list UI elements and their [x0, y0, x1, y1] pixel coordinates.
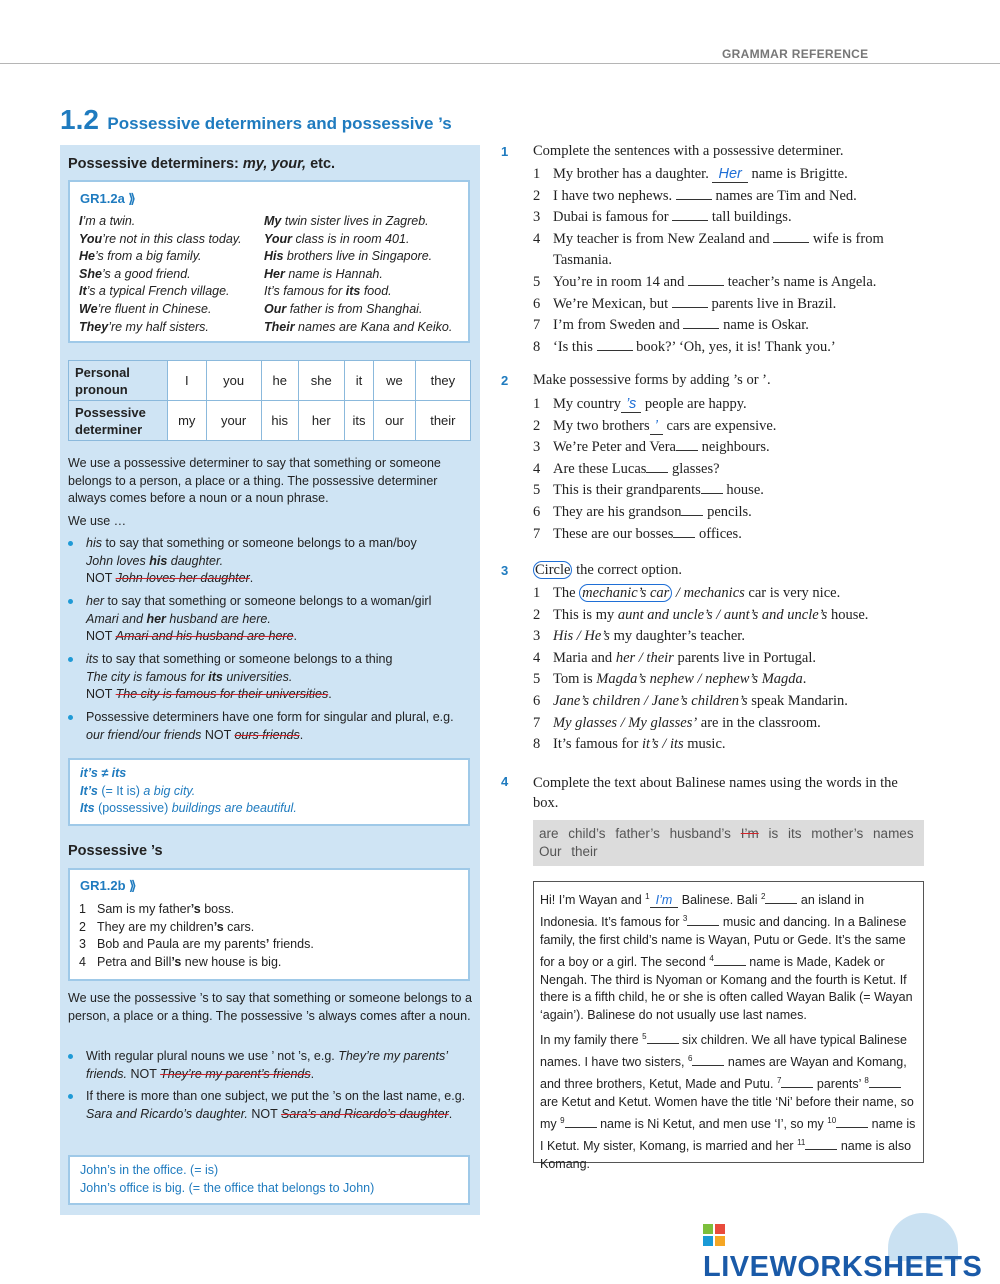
table-cell: her [298, 401, 344, 441]
item-text: This is their grandparents [553, 482, 701, 499]
item-text: wife is from Tasmania. [553, 230, 884, 269]
option-choice[interactable]: His / He’s [553, 628, 610, 645]
bullet-singular-plural: Possessive determiners have one form for singular and plural, e.g. our friend/our friends NOT ours friends. [68, 709, 473, 744]
johns-note [68, 1155, 470, 1205]
word-box-item: names [873, 826, 914, 841]
word-box-item: father’s [615, 826, 660, 841]
option-choice[interactable]: it’s / its [642, 736, 684, 753]
item-text: names are Tim and Ned. [711, 187, 857, 204]
item-number: 1 [79, 902, 86, 916]
answer-blank[interactable] [673, 525, 695, 538]
bullet-dot [68, 541, 73, 546]
table-header-personal-pronoun: Personal pronoun [69, 361, 168, 401]
example-line [79, 248, 242, 266]
note-line: It’s (= It is) a big city. [80, 783, 196, 798]
example-line [264, 319, 452, 337]
text-run: names are Wayan and Komang, and three brothers, Ketut, Made and Putu. [540, 1055, 907, 1092]
subject-pronoun: She [79, 266, 102, 281]
item-number: 7 [533, 317, 541, 334]
exercise-1-instruction: Complete the sentences with a possessive determiner. [533, 143, 844, 159]
we-use-label: We use … [68, 514, 127, 528]
item-text: You’re in room 14 and [553, 273, 689, 290]
text-run: Balinese. Bali [678, 893, 761, 908]
item-text: Dubai is famous for [553, 209, 673, 226]
bullet-his: his to say that something or someone belongs to a man/boy John loves his daughter. NOT John loves her daughter. [68, 535, 473, 588]
subject-pronoun: They [79, 319, 109, 334]
circled-answer: mechanic’s car [579, 584, 672, 602]
exercise-2-items [533, 394, 933, 545]
item-text: name is Brigitte. [747, 166, 848, 182]
item-text: It’s famous for [553, 736, 642, 753]
example-text: name is Hannah. [284, 266, 383, 281]
item-text: Tom is [553, 671, 597, 688]
exercise-item [533, 294, 933, 316]
item-number: 2 [533, 417, 541, 434]
example-text: ’re not in this class today. [102, 231, 242, 246]
option-choice[interactable]: My glasses / My glasses’ [553, 714, 698, 731]
bullet-dot [68, 1054, 73, 1059]
gap-number: 1 [645, 892, 650, 901]
example-text: class is in room 401. [292, 231, 410, 246]
item-text: house. [827, 606, 869, 623]
list-item [79, 919, 314, 937]
example-text: ’m a twin. [82, 214, 136, 228]
item-number: 3 [533, 439, 541, 456]
item-text: neighbours. [697, 439, 770, 456]
gap-number: 10 [827, 1115, 837, 1125]
example-line [264, 248, 452, 266]
bullet-regular-plural: With regular plural nouns we use ’ not ’s, e.g. They’re my parents’ friends. NOT They’re my parent’s friends. [68, 1048, 473, 1083]
possessive-word: His [264, 249, 284, 264]
option-choice[interactable]: Jane’s children / Jane’s children’s [553, 692, 748, 709]
item-text: boss. [200, 902, 235, 916]
item-text: teacher’s name is Angela. [724, 273, 877, 290]
example-line [79, 266, 242, 284]
exercise-item [533, 437, 933, 459]
text-run: music and dancing. In a Balinese family, the first child’s name is Wayan, Putu or Gede. It’s the same for a boy or a girl. The second [540, 915, 907, 969]
exercise-item [533, 416, 933, 438]
possessive-word: its [345, 284, 361, 299]
liveworksheets-logo: LIVEWORKSHEETS [703, 1218, 1000, 1284]
word-box-item: is [768, 826, 779, 841]
table-cell: your [206, 401, 261, 441]
item-text: parents live in Portugal. [673, 649, 816, 666]
example-text: ’s from a big family. [94, 249, 202, 264]
item-text: name is Oskar. [719, 317, 809, 334]
exercise-3-number: 3 [501, 563, 509, 578]
word-box-item: husband’s [669, 826, 731, 841]
text-paragraph [540, 888, 917, 1025]
note-title: it’s ≠ its [80, 766, 127, 780]
item-number: 8 [533, 338, 541, 355]
example-text: ’re my half sisters. [108, 319, 209, 334]
table-cell: she [298, 361, 344, 401]
table-cell: its [344, 401, 373, 441]
exercise-item [533, 272, 933, 294]
example-line [264, 266, 452, 284]
example-line [264, 213, 452, 231]
gap-blank[interactable] [765, 891, 797, 904]
gap-blank[interactable] [565, 1115, 597, 1128]
its-vs-its-note [68, 758, 470, 826]
item-text: Bob and Paula are my parents [97, 937, 266, 952]
exercise-item [533, 734, 933, 756]
example-line [79, 283, 242, 301]
item-text: offices. [695, 525, 742, 542]
table-header-possessive-determiner: Possessive determiner [69, 401, 168, 441]
item-text: tall buildings. [708, 209, 792, 226]
item-text: cars. [223, 919, 255, 934]
subject-pronoun: We [79, 301, 98, 316]
audio-tag-gr12a[interactable]: GR1.2a ⟫ [80, 191, 136, 206]
possessive-word: Our [264, 301, 287, 316]
note-line: Its (possessive) buildings are beautiful. [80, 801, 297, 816]
exercise-2-instruction: Make possessive forms by adding ’s or ’. [533, 372, 771, 388]
answer-field[interactable]: Her [712, 166, 747, 183]
item-number: 2 [533, 606, 541, 623]
example-line [79, 319, 242, 337]
header-rule [0, 63, 1000, 64]
item-text: My country [553, 396, 622, 412]
example-text: brothers live in Singapore. [283, 249, 433, 264]
subheading-possessive-s: Possessive ’s [68, 843, 163, 859]
item-text: This is my [553, 606, 618, 623]
gap-number: 3 [682, 913, 688, 923]
option-alt: / mechanics [672, 585, 745, 601]
text-run: six children. We all have typical Balinese names. I have two sisters, [540, 1033, 907, 1070]
answer-blank[interactable] [773, 230, 809, 243]
subject-pronoun: You [79, 231, 103, 246]
example-line [79, 301, 242, 319]
gap-blank[interactable] [805, 1137, 837, 1150]
word-box-item: are [539, 826, 559, 841]
pronoun-table [68, 360, 471, 441]
item-number: 3 [533, 209, 541, 226]
example-text: food. [360, 284, 392, 299]
exercise-item [533, 626, 933, 648]
item-text: house. [722, 482, 764, 499]
example-line [264, 283, 452, 301]
exercise-4-number: 4 [501, 774, 509, 789]
text-run: name is Made, Kadek or Nengah. The third is Nyoman or Komang and the fourth is Ketut. If there is a fifth child, he or she is often called Wayan Balik (= Wayan ‘again’). Balinese do not usually use last names. [540, 954, 913, 1023]
bullet-two-subjects: If there is more than one subject, we put the ’s on the last name, e.g. Sara and Ricardo’s daughter. NOT Sara’s and Ricardo’s daughter. [68, 1088, 473, 1123]
gap-blank[interactable] [781, 1075, 813, 1088]
example-text: It’s famous for [264, 284, 346, 299]
text-run: In my family there [540, 1033, 643, 1048]
exercise-3-items [533, 583, 933, 756]
exercise-item [533, 164, 933, 186]
word-box-item: mother’s [811, 826, 864, 841]
text-run: name is also Komang. [540, 1138, 912, 1171]
circle-word: Circle [535, 562, 571, 578]
liveworksheets-logo-icon [703, 1224, 725, 1246]
gap-blank[interactable] [869, 1075, 901, 1088]
example-text: father is from Shanghai. [286, 301, 423, 316]
table-cell: we [374, 361, 416, 401]
table-cell: he [261, 361, 298, 401]
item-number: 1 [533, 585, 541, 601]
word-box [533, 820, 924, 866]
option-choice[interactable]: aunt and uncle’s / aunt’s and uncle’s [617, 606, 828, 623]
table-row [69, 401, 471, 441]
gap-blank[interactable] [836, 1115, 868, 1128]
item-text: new house is big. [181, 954, 282, 969]
list-item [79, 954, 314, 972]
exercise-3-instruction: Circle the correct option. [535, 562, 682, 578]
subject-pronoun: It [79, 284, 87, 299]
answer-blank[interactable] [681, 503, 703, 516]
text-run: parents’ [813, 1077, 865, 1092]
exercise-item [533, 186, 933, 208]
possessive-marker: ’s [213, 919, 224, 934]
text-run: name is I Ketut. My sister, Komang, is married and her [540, 1116, 916, 1153]
exercise-2-number: 2 [501, 373, 509, 388]
item-number: 3 [79, 937, 86, 952]
gap-number: 4 [709, 953, 714, 963]
exercise-item [533, 691, 933, 713]
item-number: 2 [79, 919, 86, 934]
answer-blank[interactable] [597, 338, 633, 351]
text-run: Hi! I’m Wayan and [540, 893, 646, 908]
subject-pronoun: I [79, 214, 83, 228]
section-heading: Possessive determiners and possessive ’s [107, 114, 452, 133]
note-line: John’s in the office. (= is) [80, 1163, 219, 1177]
item-text: We’re Mexican, but [553, 295, 672, 312]
table-cell: their [415, 401, 470, 441]
exercise-item [533, 337, 933, 359]
table-cell: it [344, 361, 373, 401]
item-number: 6 [533, 503, 541, 520]
exercise-item [533, 207, 933, 229]
note-line: John’s office is big. (= the office that belongs to John) [80, 1180, 375, 1195]
item-text: car is very nice. [744, 585, 841, 601]
possessive-word: My [264, 214, 282, 228]
table-row [69, 361, 471, 401]
gap-number: 6 [687, 1054, 693, 1063]
exercise-item [533, 524, 933, 546]
item-text: . [802, 671, 807, 688]
answer-blank[interactable] [688, 273, 724, 286]
answer-blank[interactable] [646, 460, 668, 473]
example-line [79, 231, 242, 249]
gap-number: 5 [642, 1032, 647, 1042]
table-cell: you [206, 361, 261, 401]
item-text: music. [683, 736, 726, 753]
gap-number: 9 [560, 1115, 565, 1125]
exercise-4-instruction: Complete the text about Balinese names using the words in the box. [533, 775, 898, 811]
bullet-dot [68, 599, 73, 604]
exercise-item [533, 229, 933, 272]
section-title [60, 104, 452, 136]
answer-blank[interactable] [676, 438, 698, 451]
audio-icon: ⟫ [124, 191, 136, 206]
example-text: names are Kana and Keiko. [294, 319, 453, 334]
section-number: 1.2 [60, 104, 99, 135]
bullet-her: her to say that something or someone belongs to a woman/girl Amari and her husband are here. NOT Amari and his husband are here. [68, 593, 473, 646]
word-box-item: its [787, 826, 802, 841]
possessive-word: Her [264, 266, 285, 281]
example-line [264, 231, 452, 249]
bullet-its: its to say that something or someone belongs to a thing The city is famous for its universities. NOT The city is famous for their universities. [68, 651, 473, 704]
answer-field[interactable]: ’s [621, 396, 641, 413]
item-text: The [553, 585, 580, 601]
possessive-marker: ’ [265, 937, 270, 952]
word-box-item: child’s [568, 826, 606, 841]
examples-col-a [79, 213, 242, 336]
subject-pronoun: He [79, 249, 95, 264]
answer-blank[interactable] [672, 208, 708, 221]
option-choice[interactable]: her / their [615, 649, 674, 666]
gap-number: 11 [797, 1137, 806, 1147]
examples-gr12b [79, 901, 314, 971]
item-text: people are happy. [641, 396, 747, 412]
answer-blank[interactable] [676, 187, 712, 200]
word-box-item: their [571, 844, 598, 859]
item-number: 7 [533, 525, 541, 542]
item-text: I’m from Sweden and [553, 317, 684, 334]
subheading-possessive-determiners: Possessive determiners: my, your, etc. [68, 156, 336, 172]
item-text: pencils. [703, 503, 752, 520]
example-text: twin sister lives in Zagreb. [281, 214, 429, 228]
item-number: 6 [533, 295, 541, 312]
exercise-item [533, 480, 933, 502]
item-text: My teacher is from New Zealand and [553, 230, 774, 247]
gap-answer[interactable]: I’m [650, 893, 679, 908]
item-text: cars are expensive. [662, 417, 777, 434]
word-box-item: Our [539, 844, 562, 859]
item-number: 8 [533, 736, 541, 753]
item-text: parents live in Brazil. [707, 295, 837, 312]
possessive-word: Their [264, 319, 295, 334]
gap-number: 7 [776, 1075, 782, 1085]
item-number: 1 [533, 166, 541, 182]
table-cell: his [261, 401, 298, 441]
example-text: ’s a typical French village. [86, 284, 230, 299]
exercise-item [533, 648, 933, 670]
bullet-dot [68, 657, 73, 662]
item-number: 2 [533, 187, 541, 204]
exercise-item [533, 583, 933, 605]
rule-paragraph-2: We use the possessive ’s to say that something or someone belongs to a person, a place or a thing. The possessive ’s always comes after a noun. [68, 991, 472, 1023]
answer-blank[interactable] [672, 295, 708, 308]
exercise-1-number: 1 [501, 144, 509, 159]
item-text: Maria and [553, 649, 616, 666]
answer-field[interactable]: ’ [650, 418, 663, 435]
item-text: ‘Is this [553, 338, 597, 355]
option-choice[interactable] [579, 584, 745, 602]
gap-blank[interactable] [692, 1053, 724, 1066]
word-box-item: I’m [740, 826, 759, 841]
answer-blank[interactable] [701, 481, 723, 494]
example-line [264, 301, 452, 319]
possessive-word: Your [264, 231, 293, 246]
answer-blank[interactable] [683, 316, 719, 329]
item-number: 4 [533, 649, 541, 666]
gap-number: 2 [760, 892, 766, 901]
item-text: speak Mandarin. [747, 692, 848, 709]
exercise-item [533, 394, 933, 416]
list-item [79, 901, 314, 919]
item-text: We’re Peter and Vera [553, 439, 676, 456]
table-cell: our [374, 401, 416, 441]
item-number: 6 [533, 692, 541, 709]
bullet-dot [68, 715, 73, 720]
item-text: They are his grandson [553, 503, 682, 520]
audio-tag-gr12b[interactable]: GR1.2b ⟫ [80, 878, 137, 893]
running-header: GRAMMAR REFERENCE [722, 47, 869, 61]
exercise-item [533, 669, 933, 691]
item-number: 7 [533, 714, 541, 731]
gap-number: 8 [864, 1075, 869, 1085]
table-cell: I [168, 361, 207, 401]
item-number: 5 [533, 273, 541, 290]
example-line [79, 213, 242, 231]
exercise-1-items [533, 164, 933, 358]
option-choice[interactable]: Magda’s nephew / nephew’s Magda [596, 671, 803, 688]
exercise-item [533, 502, 933, 524]
item-text: My brother has a daughter. [553, 166, 713, 182]
item-text: friends. [269, 937, 314, 952]
possessive-marker: ’s [171, 954, 182, 969]
item-text: book?’ ‘Oh, yes, it is! Thank you.’ [632, 338, 836, 355]
rule-paragraph-1: We use a possessive determiner to say that something or someone belongs to a person, a place or a thing. The possessive determiner always comes before a noun or a noun phrase. [68, 456, 441, 506]
text-run: an island in Indonesia. It’s famous for [540, 893, 865, 930]
item-text: Petra and Bill [97, 954, 172, 969]
text-paragraph [540, 1028, 917, 1173]
text-run: are Ketut and Ketut. Women have the title ‘Ni’ before their name, so my [540, 1094, 914, 1131]
item-text: glasses? [668, 460, 720, 477]
bullet-dot [68, 1094, 73, 1099]
item-number: 3 [533, 628, 541, 645]
examples-col-b [264, 213, 452, 336]
item-number: 4 [533, 230, 541, 247]
list-item [79, 936, 314, 954]
item-number: 1 [533, 396, 541, 412]
example-text: ’s a good friend. [101, 266, 191, 281]
exercise-item [533, 315, 933, 337]
item-number: 5 [533, 482, 541, 499]
item-number: 5 [533, 671, 541, 688]
item-text: Are these Lucas [553, 460, 647, 477]
item-text: My two brothers [553, 417, 650, 434]
gap-blank[interactable] [687, 913, 719, 926]
text-run: name is Ni Ketut, and men use ‘I’, so my [596, 1116, 828, 1131]
item-text: These are our bosses [553, 525, 674, 542]
item-text: are in the classroom. [697, 714, 821, 731]
item-text: my daughter’s teacher. [609, 628, 745, 645]
exercise-item [533, 459, 933, 481]
exercise-item [533, 605, 933, 627]
item-number: 4 [79, 954, 86, 969]
exercise-item [533, 713, 933, 735]
item-text: Sam is my father [97, 902, 191, 916]
table-cell: they [415, 361, 470, 401]
audio-icon: ⟫ [125, 878, 137, 893]
gap-blank[interactable] [714, 953, 746, 966]
possessive-marker: ’s [190, 902, 201, 916]
item-text: They are my children [97, 919, 214, 934]
example-text: ’re fluent in Chinese. [97, 301, 212, 316]
item-text: I have two nephews. [553, 187, 676, 204]
table-cell: my [168, 401, 207, 441]
item-number: 4 [533, 460, 541, 477]
gap-blank[interactable] [647, 1031, 679, 1044]
balinese-names-text [533, 881, 924, 1171]
